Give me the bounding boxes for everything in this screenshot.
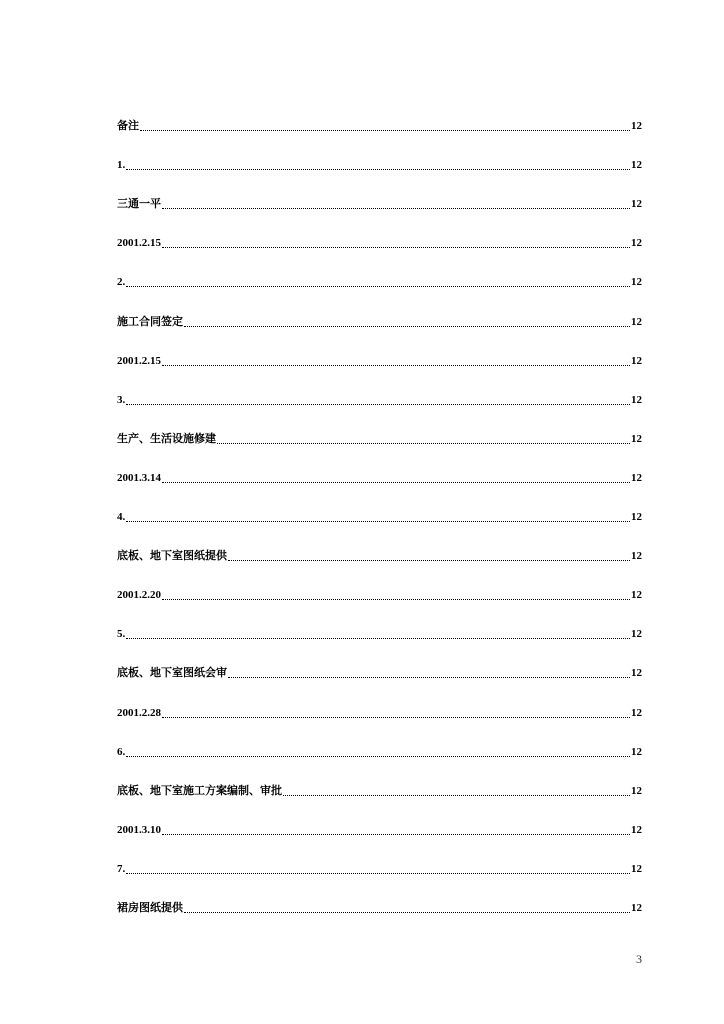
toc-entry-page: 12: [631, 432, 642, 445]
toc-entry-label: 三通一平: [117, 198, 161, 211]
dot-leader: [162, 363, 630, 366]
dot-leader: [184, 910, 630, 913]
toc-entry-label: 2001.2.15: [117, 354, 161, 367]
dot-leader: [162, 832, 630, 835]
toc-entry-label: 5.: [117, 628, 126, 641]
toc-entry-label: 2001.2.28: [117, 706, 161, 719]
toc-entry-page: 12: [631, 667, 642, 680]
toc-entry-page: 12: [631, 159, 642, 172]
table-of-contents: [117, 120, 642, 945]
toc-entry[interactable]: [117, 198, 642, 241]
dot-leader: [162, 597, 630, 600]
toc-entry-label: 底板、地下室图纸提供: [117, 550, 227, 563]
toc-entry[interactable]: [117, 706, 642, 749]
page-number: 3: [636, 952, 642, 966]
toc-entry[interactable]: [117, 667, 642, 710]
toc-entry-label: 2001.3.10: [117, 823, 161, 836]
toc-entry[interactable]: [117, 511, 642, 554]
toc-entry[interactable]: [117, 589, 642, 632]
dot-leader: [126, 871, 630, 874]
dot-leader: [217, 441, 630, 444]
toc-entry-page: 12: [631, 745, 642, 758]
toc-entry-label: 1.: [117, 159, 126, 172]
toc-entry-page: 12: [631, 471, 642, 484]
dot-leader: [162, 480, 630, 483]
toc-entry-page: 12: [631, 784, 642, 797]
dot-leader: [126, 284, 630, 287]
dot-leader: [126, 754, 630, 757]
toc-entry-label: 备注: [117, 120, 139, 133]
dot-leader: [126, 402, 630, 405]
toc-entry-label: 6.: [117, 745, 126, 758]
dot-leader: [283, 793, 630, 796]
toc-entry-label: 施工合同签定: [117, 315, 183, 328]
toc-entry[interactable]: [117, 237, 642, 280]
dot-leader: [228, 558, 630, 561]
toc-entry-label: 2001.2.15: [117, 237, 161, 250]
toc-entry[interactable]: [117, 120, 642, 163]
toc-entry[interactable]: [117, 745, 642, 789]
toc-entry-page: 12: [631, 589, 642, 602]
toc-entry-label: 2001.2.20: [117, 589, 161, 602]
toc-entry[interactable]: [117, 550, 642, 593]
toc-entry[interactable]: [117, 901, 642, 945]
toc-entry[interactable]: [117, 628, 642, 671]
toc-entry-page: 12: [631, 511, 642, 524]
toc-entry-page: 12: [631, 706, 642, 719]
toc-entry[interactable]: [117, 784, 642, 828]
toc-entry-page: 12: [631, 862, 642, 875]
dot-leader: [162, 245, 630, 248]
toc-entry-page: 12: [631, 237, 642, 250]
dot-leader: [126, 167, 630, 170]
toc-entry-label: 7.: [117, 862, 126, 875]
toc-entry[interactable]: [117, 862, 642, 906]
toc-entry-label: 2.: [117, 276, 126, 289]
dot-leader: [126, 636, 630, 639]
toc-entry[interactable]: [117, 471, 642, 515]
toc-entry-label: 底板、地下室图纸会审: [117, 667, 227, 680]
dot-leader: [184, 324, 630, 327]
dot-leader: [162, 715, 630, 718]
dot-leader: [228, 675, 630, 678]
dot-leader: [126, 519, 630, 522]
toc-entry[interactable]: [117, 315, 642, 358]
toc-entry[interactable]: [117, 823, 642, 867]
toc-entry-page: 12: [631, 550, 642, 563]
toc-entry-label: 生产、生活设施修建: [117, 432, 216, 445]
toc-entry[interactable]: [117, 159, 642, 202]
toc-entry[interactable]: [117, 432, 642, 476]
toc-entry-page: 12: [631, 315, 642, 328]
toc-entry-page: 12: [631, 901, 642, 914]
toc-entry-label: 裙房图纸提供: [117, 901, 183, 914]
toc-entry-label: 2001.3.14: [117, 471, 161, 484]
toc-entry-page: 12: [631, 393, 642, 406]
toc-entry-page: 12: [631, 198, 642, 211]
toc-entry-page: 12: [631, 628, 642, 641]
toc-entry[interactable]: [117, 276, 642, 319]
dot-leader: [162, 206, 630, 209]
toc-entry[interactable]: [117, 354, 642, 398]
toc-entry-label: 底板、地下室施工方案编制、审批: [117, 784, 282, 797]
toc-entry-page: 12: [631, 276, 642, 289]
toc-entry-page: 12: [631, 823, 642, 836]
toc-entry-label: 3.: [117, 393, 126, 406]
toc-entry-page: 12: [631, 354, 642, 367]
toc-entry-page: 12: [631, 120, 642, 133]
dot-leader: [140, 128, 630, 131]
toc-entry-label: 4.: [117, 511, 126, 524]
toc-entry[interactable]: [117, 393, 642, 437]
